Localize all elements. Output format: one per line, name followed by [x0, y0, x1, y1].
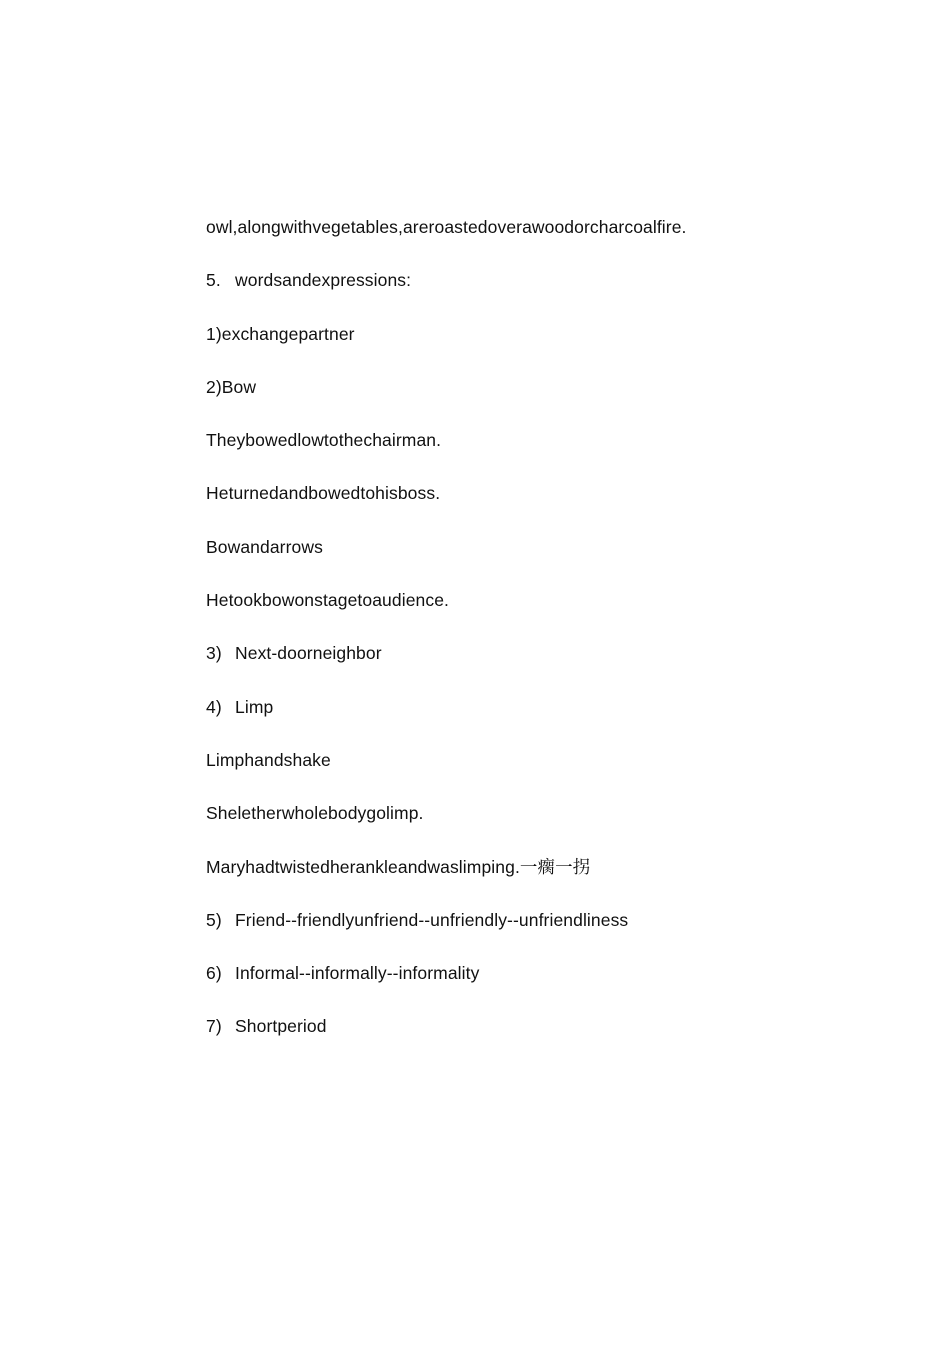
list-number: 5)	[206, 909, 222, 930]
text-line	[206, 800, 826, 826]
list-number: 7)	[206, 1016, 222, 1037]
line-text: Sheletherwholebodygolimp.	[206, 803, 424, 824]
line-text: Theybowedlowtothechairman.	[206, 430, 442, 451]
numbered-item	[206, 907, 826, 933]
text-line	[206, 427, 826, 453]
list-number: 3)	[206, 643, 222, 664]
line-text: Limphandshake	[206, 749, 331, 770]
text-line	[206, 747, 826, 773]
text-line	[206, 214, 826, 240]
line-text: 1)exchangepartner	[206, 323, 355, 344]
line-text: Hetookbowonstagetoaudience.	[206, 590, 450, 611]
line-text: Limp	[235, 696, 274, 717]
text-line	[206, 854, 826, 880]
text-line	[206, 534, 826, 560]
numbered-item	[206, 960, 826, 986]
numbered-item	[206, 640, 826, 666]
numbered-heading	[206, 267, 826, 293]
line-text: Maryhadtwistedherankleandwaslimping.一瘸一拐	[206, 856, 591, 877]
text-line	[206, 321, 826, 347]
line-text: owl,alongwithvegetables,areroastedoverawoodorcharcoalfire.	[206, 217, 687, 237]
numbered-item	[206, 694, 826, 720]
list-number: 5.	[206, 270, 221, 291]
line-text: 2)Bow	[206, 376, 257, 397]
line-text: Bowandarrows	[206, 536, 323, 557]
line-text: Informal--informally--informality	[235, 963, 480, 984]
list-number: 4)	[206, 696, 222, 717]
line-text: wordsandexpressions:	[235, 270, 412, 291]
line-text: Next-doorneighbor	[235, 643, 382, 664]
numbered-item	[206, 1013, 826, 1039]
line-text: Friend--friendlyunfriend--unfriendly--unfriendliness	[235, 909, 629, 930]
document-body	[206, 214, 826, 1067]
line-text: Shortperiod	[235, 1016, 327, 1037]
text-line	[206, 374, 826, 400]
list-number: 6)	[206, 963, 222, 984]
text-line	[206, 480, 826, 506]
text-line	[206, 587, 826, 613]
line-text: Heturnedandbowedtohisboss.	[206, 483, 441, 504]
